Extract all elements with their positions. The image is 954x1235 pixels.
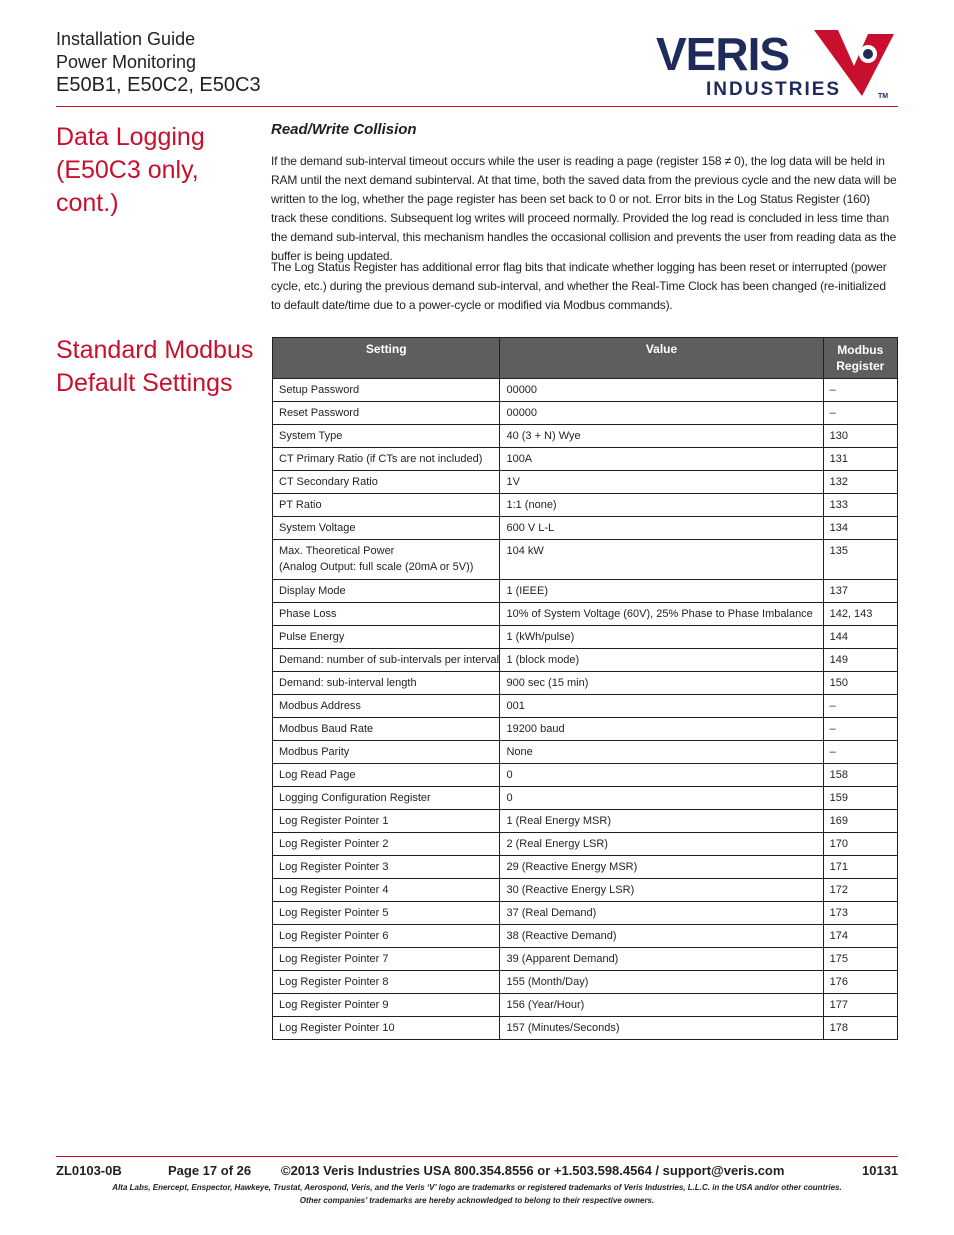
footer-divider: [56, 1156, 898, 1157]
cell-setting: [273, 741, 500, 764]
table-row: [273, 695, 898, 718]
table-body: [273, 379, 898, 1040]
table-row: [273, 517, 898, 540]
cell-setting: [273, 540, 500, 580]
cell-text-line: 37 (Real Demand): [506, 907, 597, 919]
cell-text-line: 178: [829, 1022, 848, 1034]
cell-register: [823, 856, 897, 879]
paragraph-collision: If the demand sub-interval timeout occurs while the user is reading a page (register 158 ≠ 0), the log data will be held in RAM until the next demand subinterval. At that time, both the saved data from the previous cycle and the new data will be written to the log, whether the page register has been set back to 0 or not. Error bits in the Log Status Register (160) track these conditions. Subsequent log writes will proceed normally. Provided the log read is concluded in less time than the demand sub-interval, this mechanism handles the occasional collision and prevents the user from reading data as the buffer is being updated.: [271, 154, 897, 263]
cell-register: [823, 764, 897, 787]
cell-text-line: Log Register Pointer 1: [279, 815, 389, 827]
subsection-heading: Read/Write Collision: [271, 121, 417, 138]
cell-text-line: Max. Theoretical Power: [279, 545, 395, 557]
cell-text-line: Phase Loss: [279, 608, 337, 620]
footer-doc-id: ZL0103-0B: [56, 1163, 122, 1178]
cell-text-line: Modbus Baud Rate: [279, 723, 374, 735]
cell-text-line: –: [829, 746, 836, 758]
header-line-product: Power Monitoring: [56, 52, 197, 72]
cell-text-line: 149: [829, 654, 848, 666]
cell-setting: [273, 925, 500, 948]
cell-value: [500, 517, 823, 540]
cell-register: [823, 948, 897, 971]
cell-text-line: Modbus Address: [279, 700, 361, 712]
cell-text-line: Logging Configuration Register: [279, 792, 431, 804]
cell-text-line: 0: [506, 792, 513, 804]
cell-setting: [273, 672, 500, 695]
cell-setting: [273, 580, 500, 603]
cell-value: [500, 902, 823, 925]
cell-text-line: Log Register Pointer 10: [279, 1022, 395, 1034]
logo-wordmark: VERIS: [656, 28, 790, 80]
cell-text-line: 137: [829, 585, 848, 597]
cell-text-line: –: [829, 407, 836, 419]
cell-text-line: 38 (Reactive Demand): [506, 930, 617, 942]
cell-text-line: 169: [829, 815, 848, 827]
cell-text-line: 133: [829, 499, 848, 511]
cell-text-line: Demand: sub-interval length: [279, 677, 417, 689]
cell-text-line: Reset Password: [279, 407, 360, 419]
cell-text-line: 131: [829, 453, 848, 465]
cell-value: [500, 925, 823, 948]
cell-register: [823, 902, 897, 925]
cell-text-line: 001: [506, 700, 525, 712]
cell-text-line: 1 (Real Energy MSR): [506, 815, 611, 827]
cell-register: [823, 879, 897, 902]
cell-setting: [273, 856, 500, 879]
cell-value: [500, 787, 823, 810]
table-header-row: [273, 338, 898, 379]
cell-value: [500, 379, 823, 402]
cell-register: [823, 580, 897, 603]
cell-text-line: 157 (Minutes/Seconds): [506, 1022, 620, 1034]
cell-setting: [273, 902, 500, 925]
header-line-guide: Installation Guide: [56, 29, 196, 49]
cell-value: [500, 1017, 823, 1040]
cell-setting: [273, 1017, 500, 1040]
cell-value: [500, 448, 823, 471]
modbus-default-settings-table: [272, 337, 898, 1040]
cell-register: [823, 833, 897, 856]
cell-text-line: 173: [829, 907, 848, 919]
cell-text-line: 104 kW: [506, 545, 544, 557]
veris-logo: [654, 26, 898, 102]
cell-text-line: Demand: number of sub-intervals per interval: [279, 654, 500, 666]
cell-text-line: None: [506, 746, 533, 758]
cell-register: [823, 603, 897, 626]
cell-text-line: 135: [829, 545, 848, 557]
cell-text-line: 30 (Reactive Energy LSR): [506, 884, 635, 896]
cell-text-line: 1:1 (none): [506, 499, 557, 511]
cell-text-line: Log Read Page: [279, 769, 356, 781]
table-row: [273, 425, 898, 448]
cell-register: [823, 787, 897, 810]
logo-subtitle: INDUSTRIES: [706, 79, 842, 100]
table-row: [273, 787, 898, 810]
cell-setting: [273, 718, 500, 741]
cell-setting: [273, 810, 500, 833]
cell-text-line: Log Register Pointer 8: [279, 976, 389, 988]
footer-copyright: ©2013 Veris Industries USA 800.354.8556 or +1.503.598.4564 / support@veris.com: [281, 1163, 785, 1178]
cell-value: [500, 695, 823, 718]
table-row: [273, 379, 898, 402]
cell-text-line: 159: [829, 792, 848, 804]
cell-register: [823, 695, 897, 718]
title-line: Standard Modbus: [56, 336, 254, 364]
cell-text-line: 100A: [506, 453, 533, 465]
header-line-models: E50B1, E50C2, E50C3: [56, 74, 261, 96]
cell-text-line: 132: [829, 476, 848, 488]
cell-value: [500, 540, 823, 580]
cell-register: [823, 471, 897, 494]
title-line: Default Settings: [56, 369, 233, 397]
table-row: [273, 448, 898, 471]
cell-text-line: 0: [506, 769, 513, 781]
section-title-modbus-defaults: [56, 334, 253, 400]
cell-register: [823, 810, 897, 833]
cell-text-line: 130: [829, 430, 848, 442]
cell-value: [500, 425, 823, 448]
title-line: (E50C3 only,: [56, 156, 199, 184]
table-row: [273, 994, 898, 1017]
cell-text-line: –: [829, 384, 836, 396]
cell-value: [500, 879, 823, 902]
cell-value: [500, 833, 823, 856]
table-row: [273, 971, 898, 994]
cell-setting: [273, 603, 500, 626]
table-row: [273, 649, 898, 672]
cell-text-line: 174: [829, 930, 848, 942]
cell-text-line: Pulse Energy: [279, 631, 345, 643]
cell-text-line: 29 (Reactive Energy MSR): [506, 861, 638, 873]
cell-value: [500, 494, 823, 517]
cell-register: [823, 425, 897, 448]
cell-text-line: –: [829, 700, 836, 712]
cell-text-line: CT Secondary Ratio: [279, 476, 378, 488]
cell-register: [823, 718, 897, 741]
cell-text-line: 19200 baud: [506, 723, 565, 735]
cell-setting: [273, 517, 500, 540]
cell-value: [500, 764, 823, 787]
table-row: [273, 603, 898, 626]
cell-value: [500, 603, 823, 626]
cell-register: [823, 1017, 897, 1040]
header-modbus-register: Modbus Register: [823, 338, 897, 379]
footer-trademark-notice: Alta Labs, Enercept, Enspector, Hawkeye, Trustat, Aerospond, Veris, and the Veris ‘V’ logo are trademarks or registered trademarks of Veris Industries, L.L.C. in the USA and/or other countries.: [112, 1183, 842, 1192]
table-row: [273, 741, 898, 764]
cell-text-line: 40 (3 + N) Wye: [506, 430, 581, 442]
header-value: Value: [500, 338, 823, 379]
cell-setting: [273, 425, 500, 448]
cell-text-line: 176: [829, 976, 848, 988]
cell-text-line: 10% of System Voltage (60V), 25% Phase to Phase Imbalance: [506, 608, 813, 620]
cell-text-line: 134: [829, 522, 848, 534]
paragraph-log-status: The Log Status Register has additional error flag bits that indicate whether logging has been reset or interrupted (power cycle, etc.) during the previous demand sub-interval, and whether the Real-Time Clock has been changed (re-initialized to default date/time due to a power-cycle or modified via Modbus commands).: [271, 260, 887, 312]
cell-text-line: Setup Password: [279, 384, 360, 396]
title-line: cont.): [56, 189, 119, 217]
cell-text-line: 144: [829, 631, 848, 643]
cell-text-line: 155 (Month/Day): [506, 976, 589, 988]
table-row: [273, 540, 898, 580]
table-row: [273, 402, 898, 425]
cell-setting: [273, 494, 500, 517]
cell-register: [823, 494, 897, 517]
cell-text-line: Log Register Pointer 9: [279, 999, 389, 1011]
cell-text-line: –: [829, 723, 836, 735]
cell-value: [500, 649, 823, 672]
cell-text-line: Log Register Pointer 2: [279, 838, 389, 850]
cell-text-line: 600 V L-L: [506, 522, 555, 534]
cell-setting: [273, 448, 500, 471]
cell-setting: [273, 379, 500, 402]
cell-setting: [273, 764, 500, 787]
cell-text-line: 2 (Real Energy LSR): [506, 838, 608, 850]
cell-text-line: Log Register Pointer 6: [279, 930, 389, 942]
cell-setting: [273, 833, 500, 856]
cell-text-line: Log Register Pointer 5: [279, 907, 389, 919]
cell-text-line: System Type: [279, 430, 343, 442]
cell-text-line: 00000: [506, 384, 538, 396]
cell-value: [500, 971, 823, 994]
table-row: [273, 1017, 898, 1040]
cell-text-line: 142, 143: [829, 608, 873, 620]
cell-text-line: Modbus Parity: [279, 746, 350, 758]
cell-register: [823, 925, 897, 948]
cell-setting: [273, 948, 500, 971]
table-row: [273, 925, 898, 948]
cell-value: [500, 948, 823, 971]
cell-text-line: 900 sec (15 min): [506, 677, 589, 689]
cell-text-line: 1V: [506, 476, 520, 488]
table-row: [273, 856, 898, 879]
footer-doc-number: 10131: [862, 1163, 899, 1178]
cell-text-line: 1 (IEEE): [506, 585, 549, 597]
cell-value: [500, 626, 823, 649]
cell-text-line: Log Register Pointer 7: [279, 953, 389, 965]
table-row: [273, 580, 898, 603]
header-setting: Setting: [273, 338, 500, 379]
table-row: [273, 626, 898, 649]
cell-register: [823, 448, 897, 471]
cell-value: [500, 471, 823, 494]
cell-setting: [273, 402, 500, 425]
cell-register: [823, 994, 897, 1017]
cell-register: [823, 540, 897, 580]
cell-setting: [273, 787, 500, 810]
footer-trademark-ack: Other companies’ trademarks are hereby acknowledged to belong to their respective owners.: [299, 1196, 655, 1205]
cell-setting: [273, 695, 500, 718]
cell-register: [823, 626, 897, 649]
cell-register: [823, 402, 897, 425]
title-line: Data Logging: [56, 123, 205, 151]
cell-text-line: 158: [829, 769, 848, 781]
cell-text-line: 00000: [506, 407, 538, 419]
cell-text-line: (Analog Output: full scale (20mA or 5V)): [279, 561, 474, 573]
table-row: [273, 672, 898, 695]
cell-setting: [273, 994, 500, 1017]
table-row: [273, 471, 898, 494]
cell-register: [823, 741, 897, 764]
cell-text-line: PT Ratio: [279, 499, 322, 511]
cell-text-line: 39 (Apparent Demand): [506, 953, 619, 965]
header-divider: [56, 106, 898, 107]
table-row: [273, 948, 898, 971]
cell-text-line: System Voltage: [279, 522, 356, 534]
table-row: [273, 810, 898, 833]
cell-text-line: 170: [829, 838, 848, 850]
cell-text-line: 172: [829, 884, 848, 896]
cell-text-line: Log Register Pointer 3: [279, 861, 389, 873]
table-row: [273, 902, 898, 925]
cell-value: [500, 741, 823, 764]
cell-setting: [273, 626, 500, 649]
cell-setting: [273, 649, 500, 672]
cell-register: [823, 971, 897, 994]
cell-register: [823, 517, 897, 540]
cell-setting: [273, 879, 500, 902]
cell-text-line: 1 (kWh/pulse): [506, 631, 575, 643]
cell-register: [823, 649, 897, 672]
table-row: [273, 879, 898, 902]
section-title-data-logging: [56, 121, 205, 220]
cell-text-line: 171: [829, 861, 848, 873]
table-row: [273, 494, 898, 517]
cell-value: [500, 672, 823, 695]
cell-value: [500, 856, 823, 879]
cell-text-line: Display Mode: [279, 585, 346, 597]
cell-text-line: 1 (block mode): [506, 654, 580, 666]
document-header: [56, 28, 261, 97]
cell-text-line: 175: [829, 953, 848, 965]
cell-value: [500, 994, 823, 1017]
cell-register: [823, 379, 897, 402]
cell-setting: [273, 471, 500, 494]
table-row: [273, 718, 898, 741]
cell-text-line: Log Register Pointer 4: [279, 884, 389, 896]
footer-page-number: Page 17 of 26: [168, 1163, 252, 1178]
cell-setting: [273, 971, 500, 994]
logo-trademark: TM: [878, 93, 889, 100]
cell-value: [500, 810, 823, 833]
cell-value: [500, 718, 823, 741]
cell-text-line: 150: [829, 677, 848, 689]
cell-text-line: CT Primary Ratio (if CTs are not included): [279, 453, 483, 465]
table-row: [273, 764, 898, 787]
cell-value: [500, 402, 823, 425]
table-row: [273, 833, 898, 856]
cell-text-line: 156 (Year/Hour): [506, 999, 585, 1011]
cell-register: [823, 672, 897, 695]
cell-text-line: 177: [829, 999, 848, 1011]
cell-value: [500, 580, 823, 603]
